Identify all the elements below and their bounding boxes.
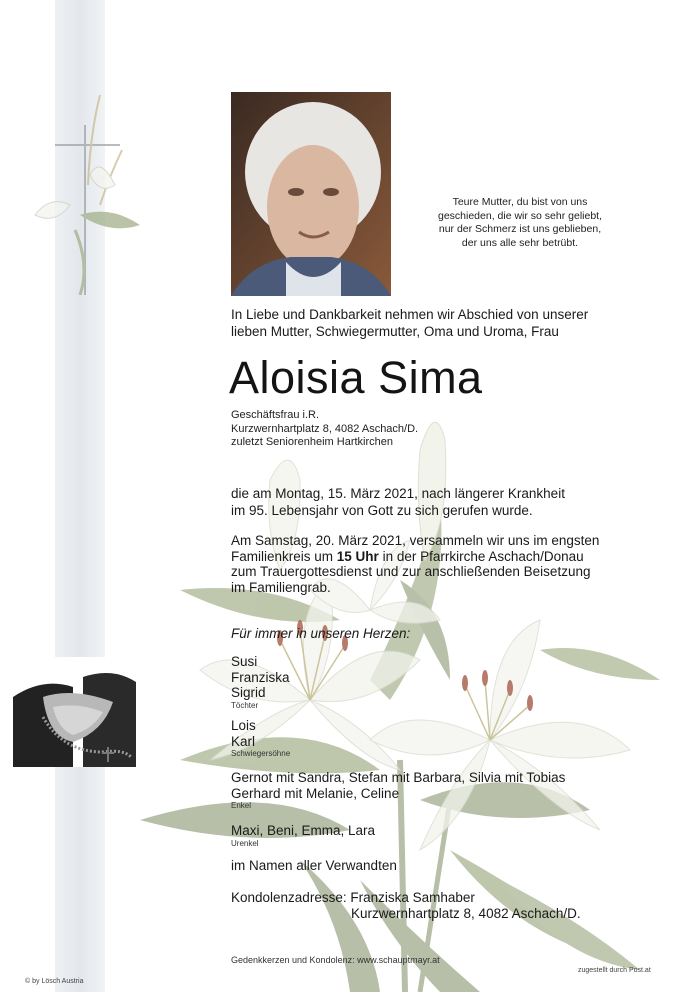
death-notice-line: die am Montag, 15. März 2021, nach längerer Krankheit [231, 486, 565, 501]
verse-line: Teure Mutter, du bist von uns [452, 196, 588, 208]
funeral-line: Am Samstag, 20. März 2021, versammeln wir uns im engsten [231, 533, 600, 548]
funeral-info [231, 533, 671, 595]
deceased-details [231, 409, 531, 450]
verse-line: der uns alle sehr betrübt. [461, 236, 579, 249]
mourners-heading: Für immer in unseren Herzen: [231, 626, 411, 641]
funeral-line-pre: Familienkreis um [231, 548, 337, 564]
relatives-line: im Namen aller Verwandten [231, 858, 397, 873]
mourner-name: Karl [231, 733, 256, 749]
intro-line: In Liebe und Dankbarkeit nehmen wir Abschied von unserer [231, 307, 589, 322]
cross-lily-icon [30, 95, 140, 295]
funeral-line: im Familiengrab. [231, 579, 331, 595]
condolence-address-line: Kurzwernhartplatz 8, 4082 Aschach/D. [351, 905, 581, 921]
death-notice-line: im 95. Lebensjahr von Gott zu sich gerufen wurde. [231, 502, 533, 518]
copyright: © by Lösch Austria [25, 978, 84, 985]
mourners-daughters [231, 654, 290, 710]
funeral-line [231, 549, 671, 565]
relation-label: Töchter [231, 700, 259, 710]
occupation: Geschäftsfrau i.R. [231, 409, 320, 421]
delivery-note: zugestellt durch Post.at [578, 967, 651, 974]
mourner-name: Sigrid [231, 685, 266, 701]
memorial-website: Gedenkkerzen und Kondolenz: www.schauptmayr.at [231, 955, 440, 965]
relation-label: Schwiegersöhne [231, 749, 291, 759]
verse-line: nur der Schmerz ist uns geblieben, [438, 223, 602, 236]
relation-label: Urenkel [231, 838, 259, 848]
mourners-great-grandchildren [231, 823, 375, 848]
portrait-photo [231, 92, 391, 296]
praying-hands-photo [13, 657, 136, 767]
condolence-address [231, 890, 581, 921]
condolence-line [231, 890, 581, 906]
funeral-line: zum Trauergottesdienst und zur anschließenden Beisetzung [231, 564, 591, 580]
funeral-time: 15 Uhr [336, 548, 379, 564]
condolence-name: Franziska Samhaber [350, 890, 475, 905]
death-notice [231, 486, 671, 520]
deceased-name: Aloisia Sima [229, 352, 483, 403]
intro-line: lieben Mutter, Schwiegermutter, Oma und Uroma, Frau [231, 323, 559, 339]
intro-text [231, 307, 671, 340]
verse-line: geschieden, die wir so sehr geliebt, [437, 209, 602, 222]
mourners-grandchildren [231, 770, 565, 810]
funeral-line-post: in der Pfarrkirche Aschach/Donau [378, 548, 584, 564]
mourner-name: Lois [231, 718, 256, 733]
condolence-label: Kondolenzadresse: [231, 890, 347, 905]
mourner-name: Gerhard mit Melanie, Celine [231, 785, 400, 801]
mourners-sons-in-law [231, 718, 290, 758]
mourner-name: Gernot mit Sandra, Stefan mit Barbara, Silvia mit Tobias [231, 770, 566, 785]
relation-label: Enkel [231, 801, 252, 811]
memorial-verse [420, 196, 620, 250]
address: Kurzwernhartplatz 8, 4082 Aschach/D. [231, 422, 419, 435]
mourner-name: Maxi, Beni, Emma, Lara [231, 823, 376, 838]
mourner-name: Franziska [231, 669, 290, 685]
last-residence: zuletzt Seniorenheim Hartkirchen [231, 436, 394, 449]
mourner-name: Susi [231, 654, 258, 669]
